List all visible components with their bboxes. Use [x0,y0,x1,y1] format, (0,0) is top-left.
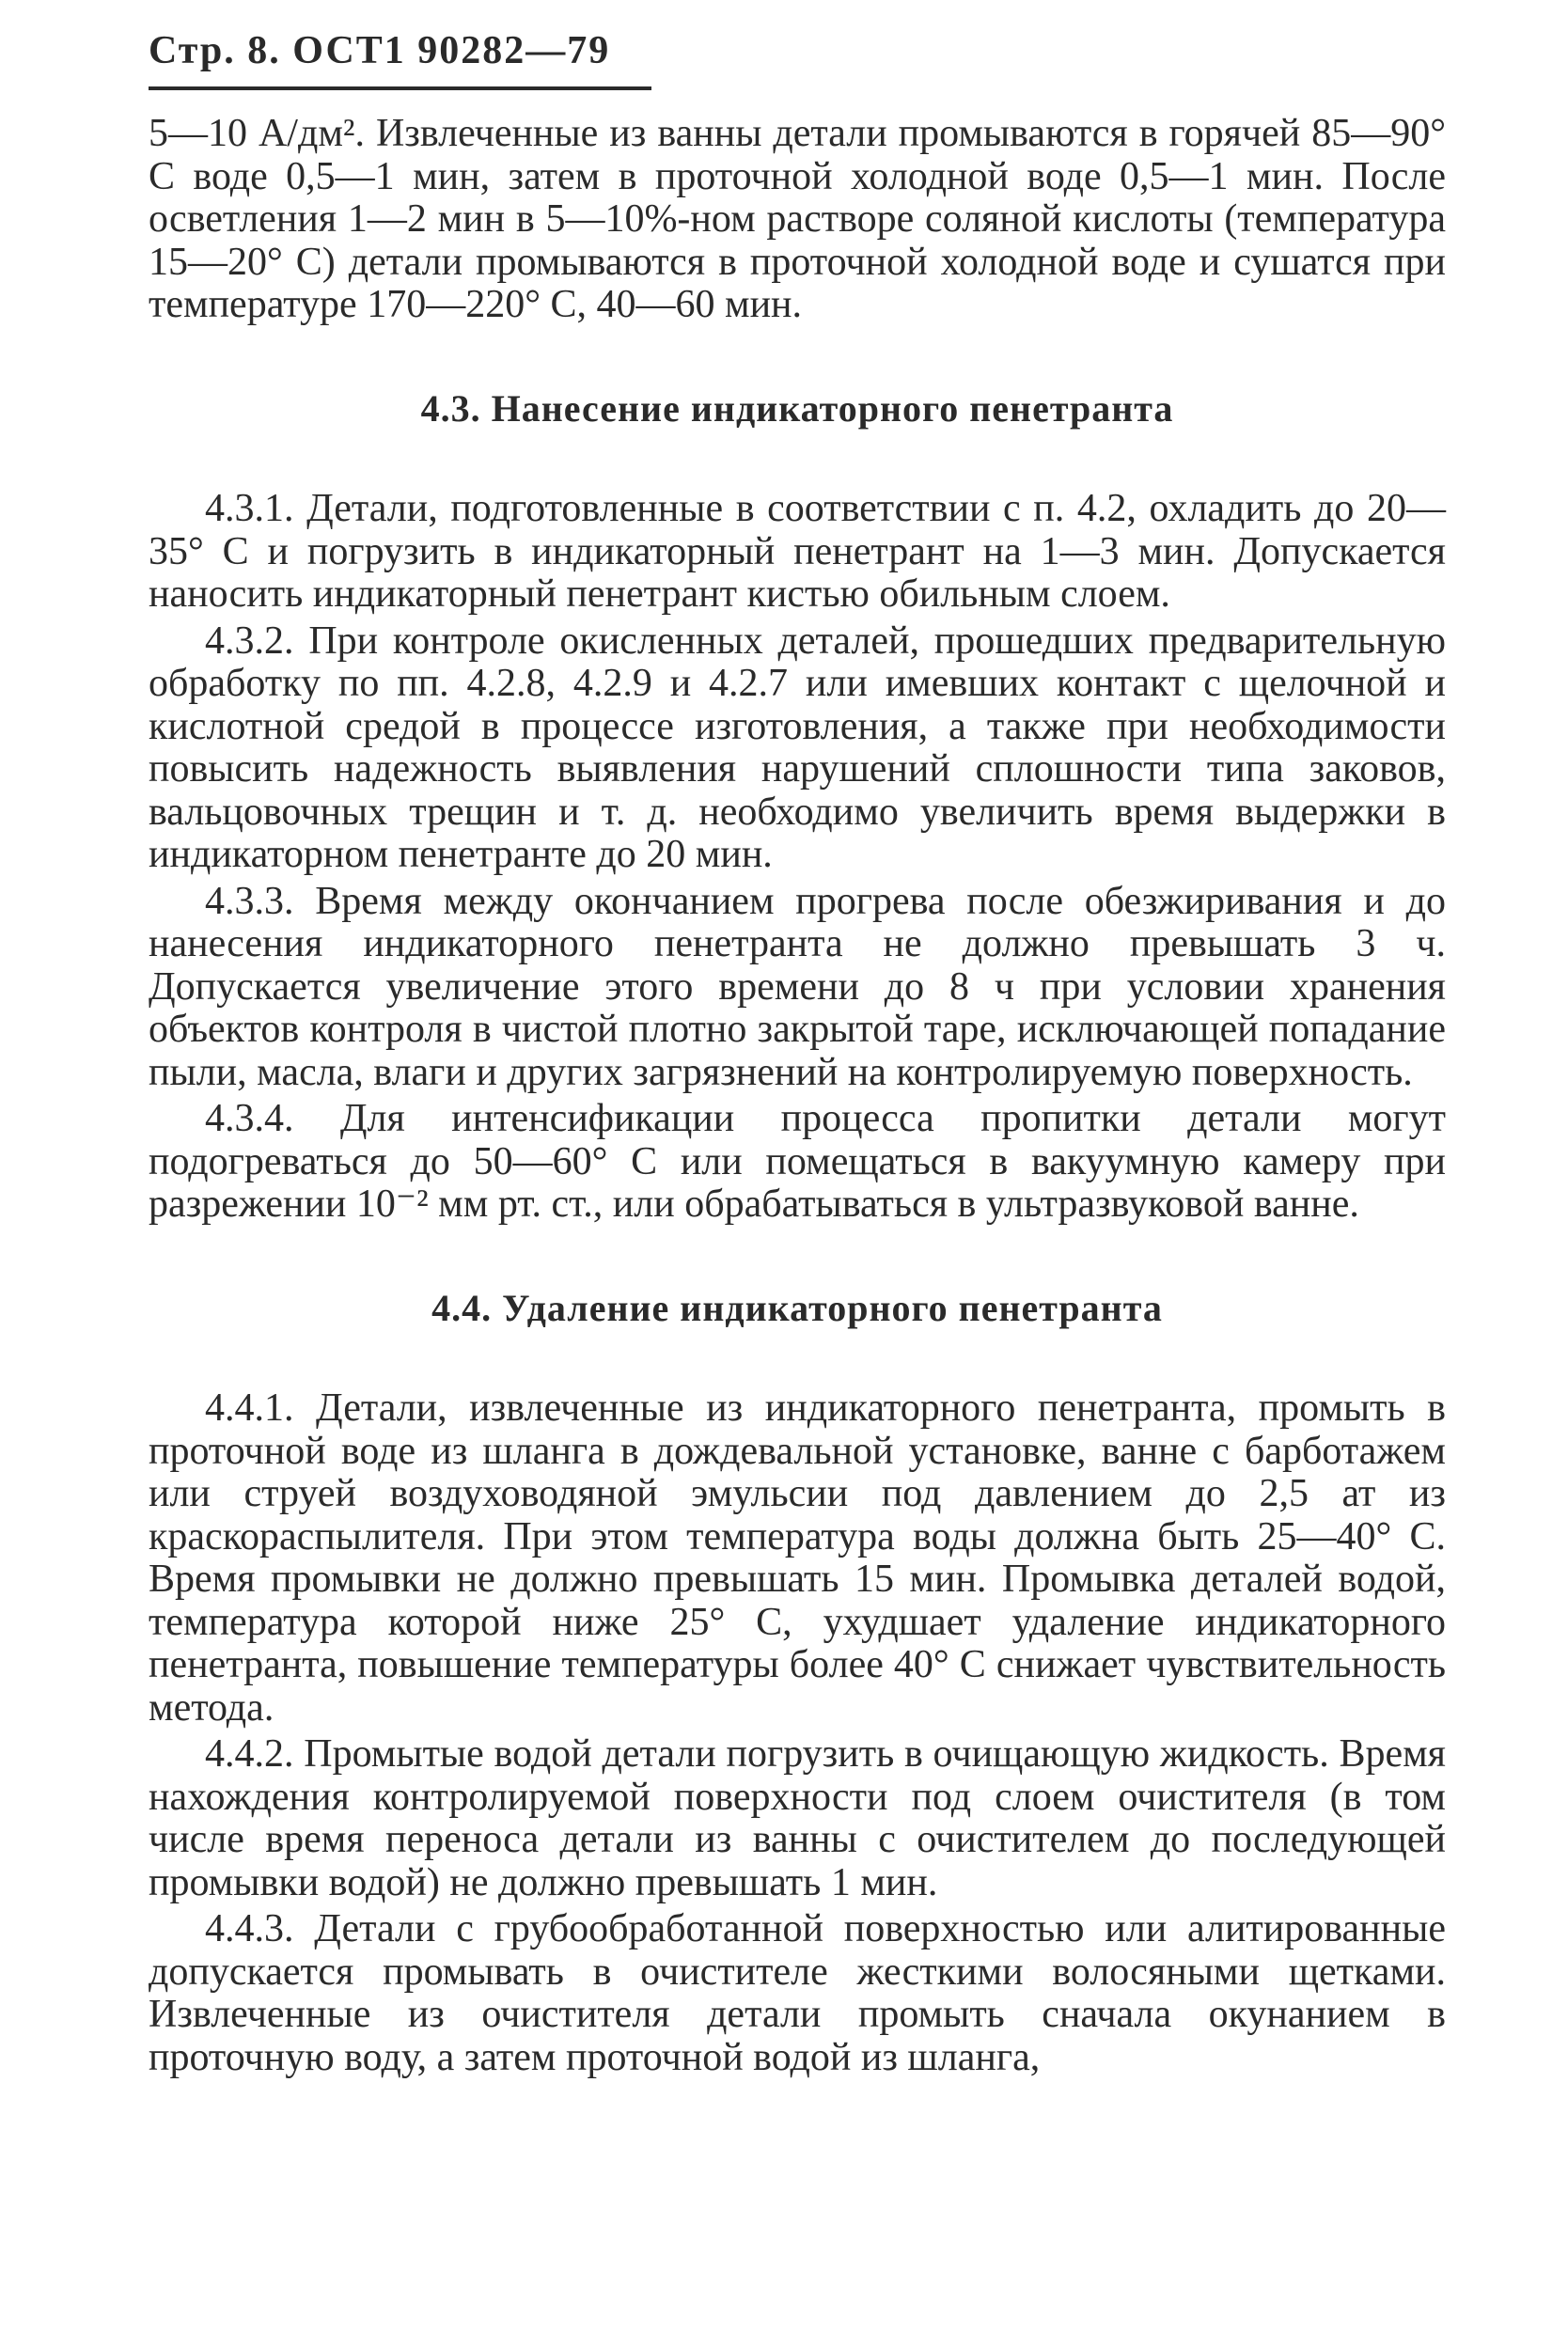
document-body [149,113,1446,2083]
paragraph-4-3-3: 4.3.3. Время между окончанием прогрева после обезжиривания и до нанесения индикаторного пенетранта не должно превышать 3 ч. Допускается увеличение этого времени до 8 ч при условии хранения объектов контроля в чистой плотно закрытой таре, исключающей попадание пыли, масла, влаги и других загрязнений на контролируемую поверхность. [149,879,1446,1094]
paragraph-4-4-1: 4.4.1. Детали, извлеченные из индикаторного пенетранта, промыть в проточной воде из шланга в дождевальной установке, ванне с барботажем или струей воздуховодяной эмульсии под давлением до 2,5 ат из краскораспылителя. При этом температура воды должна быть 25—40° С. Время промывки не должно превышать 15 мин. Промывка деталей водой, температура которой ниже 25° С, ухудшает удаление индикаторного пенетранта, повышение температуры более 40° С снижает чувствительность метода. [149,1386,1446,1730]
paragraph-4-3-1: 4.3.1. Детали, подготовленные в соответствии с п. 4.2, охладить до 20—35° С и погрузить в индикаторный пенетрант на 1—3 мин. Допускается наносить индикаторный пенетрант кистью обильным слоем. [149,487,1446,616]
section-4-3-title: 4.3. Нанесение индикаторного пенетранта [420,386,1174,430]
section-4-4-title: 4.4. Удаление индикаторного пенетранта [431,1286,1163,1329]
page-header: Стр. 8. ОСТ1 90282—79 [149,29,611,72]
header-rule [149,86,651,90]
intro-paragraph: 5—10 А/дм². Извлеченные из ванны детали промываются в горячей 85—90° С воде 0,5—1 мин, затем в проточной холодной воде 0,5—1 мин. После осветления 1—2 мин в 5—10%-ном растворе соляной кислоты (температура 15—20° С) детали промываются в проточной холодной воде и сушатся при температуре 170—220° С, 40—60 мин. [149,112,1446,326]
paragraph-4-3-4: 4.3.4. Для интенсификации процесса пропитки детали могут подогреваться до 50—60° С или помещаться в вакуумную камеру при разрежении 10⁻² мм рт. ст., или обрабатываться в ультразвуковой ванне. [149,1097,1446,1226]
paragraph-4-4-3: 4.4.3. Детали с грубообработанной поверхностью или алитированные допускается промывать в очистителе жесткими волосяными щетками. Извлеченные из очистителя детали промыть сначала окунанием в проточную воду, а затем проточной водой из шланга, [149,1907,1446,2079]
paragraph-4-3-2: 4.3.2. При контроле окисленных деталей, прошедших предварительную обработку по пп. 4.2.8, 4.2.9 и 4.2.7 или имевших контакт с щелочной и кислотной средой в процессе изготовления, а также при необходимости повысить надежность выявления нарушений сплошности типа заковов, вальцовочных трещин и т. д. необходимо увеличить время выдержки в индикаторном пенетранте до 20 мин. [149,619,1446,876]
paragraph-4-4-2: 4.4.2. Промытые водой детали погрузить в очищающую жидкость. Время нахождения контролируемой поверхности под слоем очистителя (в том числе время переноса детали из ванны с очистителем до последующей промывки водой) не должно превышать 1 мин. [149,1732,1446,1904]
